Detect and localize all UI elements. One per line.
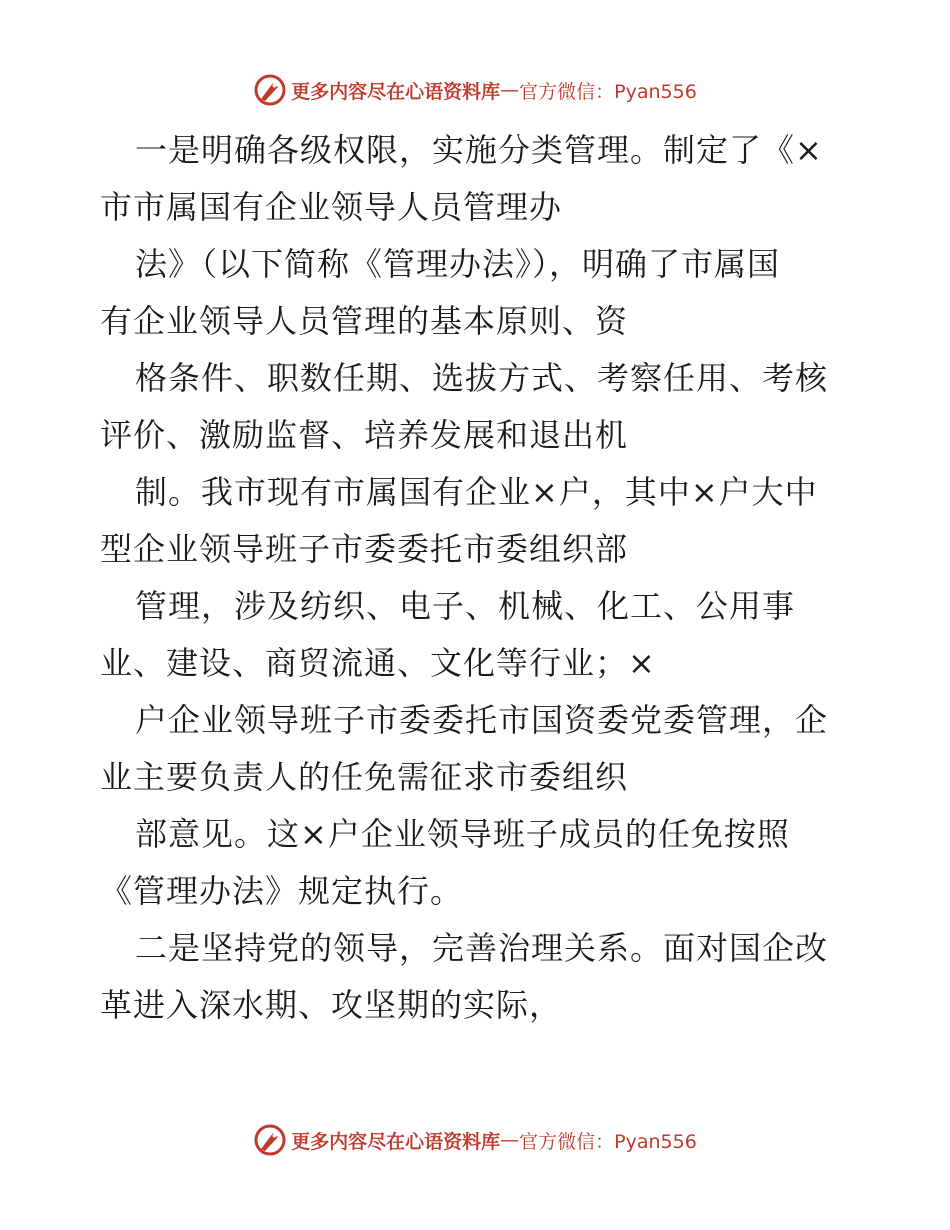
footer-banner (0, 1120, 950, 1160)
pen-nib-icon (253, 73, 287, 107)
banner-title: 更多内容尽在心语资料库 (291, 1130, 501, 1153)
banner-dash: — (500, 1129, 520, 1151)
body-line: 评价、激励监督、培养发展和退出机 (100, 416, 629, 454)
body-line: 型企业领导班子市委委托市委组织部 (100, 530, 629, 568)
body-line: 二是坚持党的领导，完善治理关系。面对国企改 (135, 929, 829, 967)
body-line: 革进入深水期、攻坚期的实际， (100, 986, 563, 1024)
banner-title: 更多内容尽在心语资料库 (291, 80, 501, 103)
pen-nib-icon (253, 1123, 287, 1157)
body-line: 《管理办法》规定执行。 (100, 872, 464, 910)
body-line: 格条件、职数任期、选拔方式、考察任用、考核 (135, 359, 829, 397)
body-line: 有企业领导人员管理的基本原则、资 (100, 302, 629, 340)
header-banner (0, 70, 950, 110)
body-line: 业、建设、商贸流通、文化等行业；× (100, 644, 656, 682)
body-line: 业主要负责人的任免需征求市委组织 (100, 758, 629, 796)
body-line: 市市属国有企业领导人员管理办 (100, 188, 563, 226)
banner-wechat: 官方微信：Pyan556 (519, 1130, 697, 1153)
body-line: 户企业领导班子市委委托市国资委党委管理，企 (135, 701, 829, 739)
body-line: 一是明确各级权限，实施分类管理。制定了《× (135, 131, 823, 169)
body-line: 管理，涉及纺织、电子、机械、化工、公用事 (135, 587, 796, 625)
body-line: 法》（以下简称《管理办法》），明确了市属国 (135, 245, 781, 283)
banner-dash: — (500, 79, 520, 101)
body-line: 部意见。这×户企业领导班子成员的任免按照 (135, 815, 790, 853)
body-line: 制。我市现有市属国有企业×户，其中×户大中 (135, 473, 818, 511)
banner-wechat: 官方微信：Pyan556 (519, 80, 697, 103)
